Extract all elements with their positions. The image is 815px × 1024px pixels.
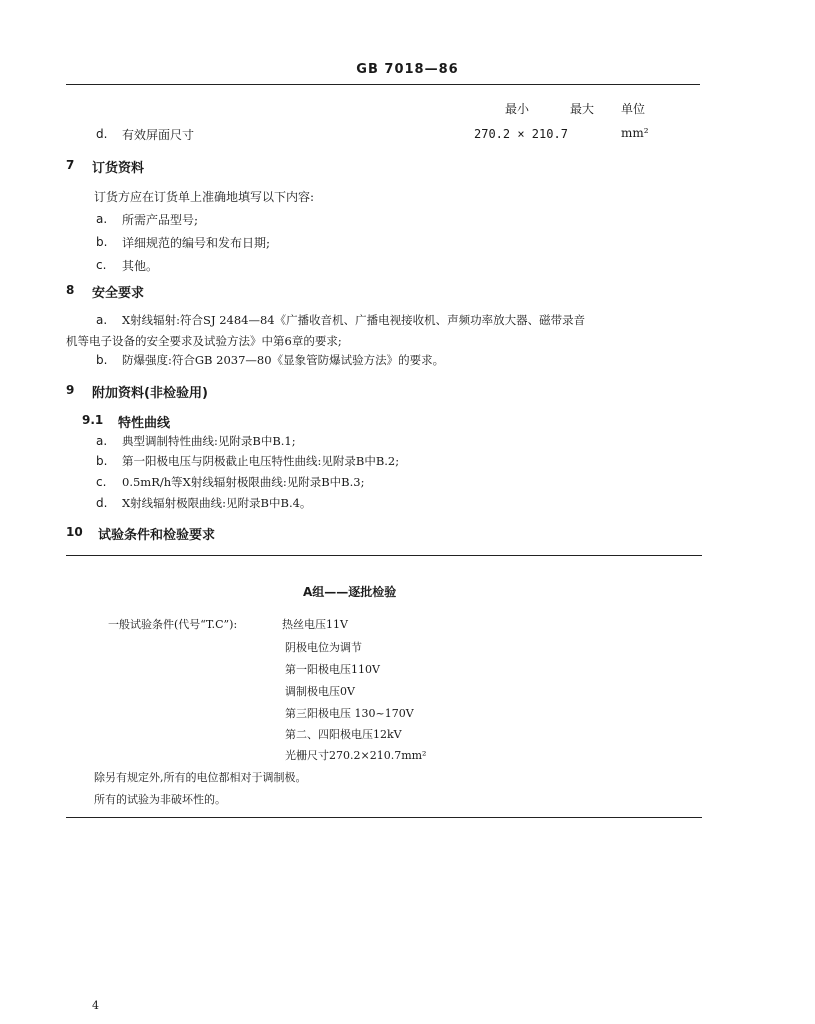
section-title: 附加资料(非检验用) <box>92 386 208 401</box>
col-max-header: 最大 <box>570 102 595 116</box>
test-condition: 光栅尺寸270.2×210.7mm² <box>285 749 427 762</box>
list-item: 第一阳极电压与阴极截止电压特性曲线:见附录B中B.2; <box>122 454 400 468</box>
test-condition: 第一阳极电压110V <box>285 663 380 676</box>
test-condition: 阴极电位为调节 <box>285 641 362 654</box>
paragraph: 防爆强度:符合GB 2037—80《显象管防爆试验方法》的要求。 <box>122 353 445 367</box>
group-a-title: A组——逐批检验 <box>303 585 397 599</box>
test-condition-label: 一般试验条件(代号“T.C”): <box>108 618 238 631</box>
section-number: 7 <box>66 158 75 172</box>
header-rule <box>66 84 700 85</box>
section-title: 安全要求 <box>92 286 145 301</box>
item-label: a. <box>96 212 108 226</box>
section-number: 10 <box>66 525 83 539</box>
list-item: X射线辐射极限曲线:见附录B中B.4。 <box>122 496 312 510</box>
item-label: a. <box>96 313 108 327</box>
test-condition: 第三阳极电压 130~170V <box>285 707 414 720</box>
item-label: b. <box>96 235 108 249</box>
test-condition: 调制极电压0V <box>285 685 355 698</box>
param-name: 有效屏面尺寸 <box>122 128 195 142</box>
paragraph: 机等电子设备的安全要求及试验方法》中第6章的要求; <box>66 334 342 348</box>
item-label: d. <box>96 496 108 510</box>
section-title: 订货资料 <box>92 161 145 176</box>
paragraph: 订货方应在订货单上准确地填写以下内容: <box>94 190 315 204</box>
section-number: 9 <box>66 383 75 397</box>
item-label: c. <box>96 258 107 272</box>
table-bottom-rule <box>66 817 702 818</box>
item-label: b. <box>96 454 108 468</box>
section-title: 试验条件和检验要求 <box>98 528 216 543</box>
item-label: a. <box>96 434 108 448</box>
section-number: 8 <box>66 283 75 297</box>
param-unit: mm² <box>621 126 649 140</box>
paragraph: X射线辐射:符合SJ 2484—84《广播收音机、广播电视接收机、声频功率放大器、磁带录音 <box>122 313 586 327</box>
list-item: 所需产品型号; <box>122 213 199 227</box>
col-min-header: 最小 <box>505 102 530 116</box>
list-item: 其他。 <box>122 259 159 273</box>
standard-number: GB 7018—86 <box>356 62 459 77</box>
note: 所有的试验为非破坏性的。 <box>94 793 226 806</box>
item-label: c. <box>96 475 107 489</box>
page-number: 4 <box>92 999 99 1012</box>
table-top-rule <box>66 555 702 556</box>
item-label: b. <box>96 353 108 367</box>
list-item: 典型调制特性曲线:见附录B中B.1; <box>122 434 296 448</box>
list-item: 0.5mR/h等X射线辐射极限曲线:见附录B中B.3; <box>122 475 365 489</box>
subsection-title: 特性曲线 <box>118 416 171 431</box>
test-condition: 第二、四阳极电压12kV <box>285 728 402 741</box>
subsection-number: 9.1 <box>82 413 104 427</box>
list-item: 详细规范的编号和发布日期; <box>122 236 271 250</box>
test-condition: 热丝电压11V <box>282 618 348 631</box>
param-min-value: 270.2 × 210.7 <box>474 127 568 141</box>
col-unit-header: 单位 <box>621 102 646 116</box>
note: 除另有规定外,所有的电位都相对于调制极。 <box>94 771 307 784</box>
item-label: d. <box>96 127 108 141</box>
